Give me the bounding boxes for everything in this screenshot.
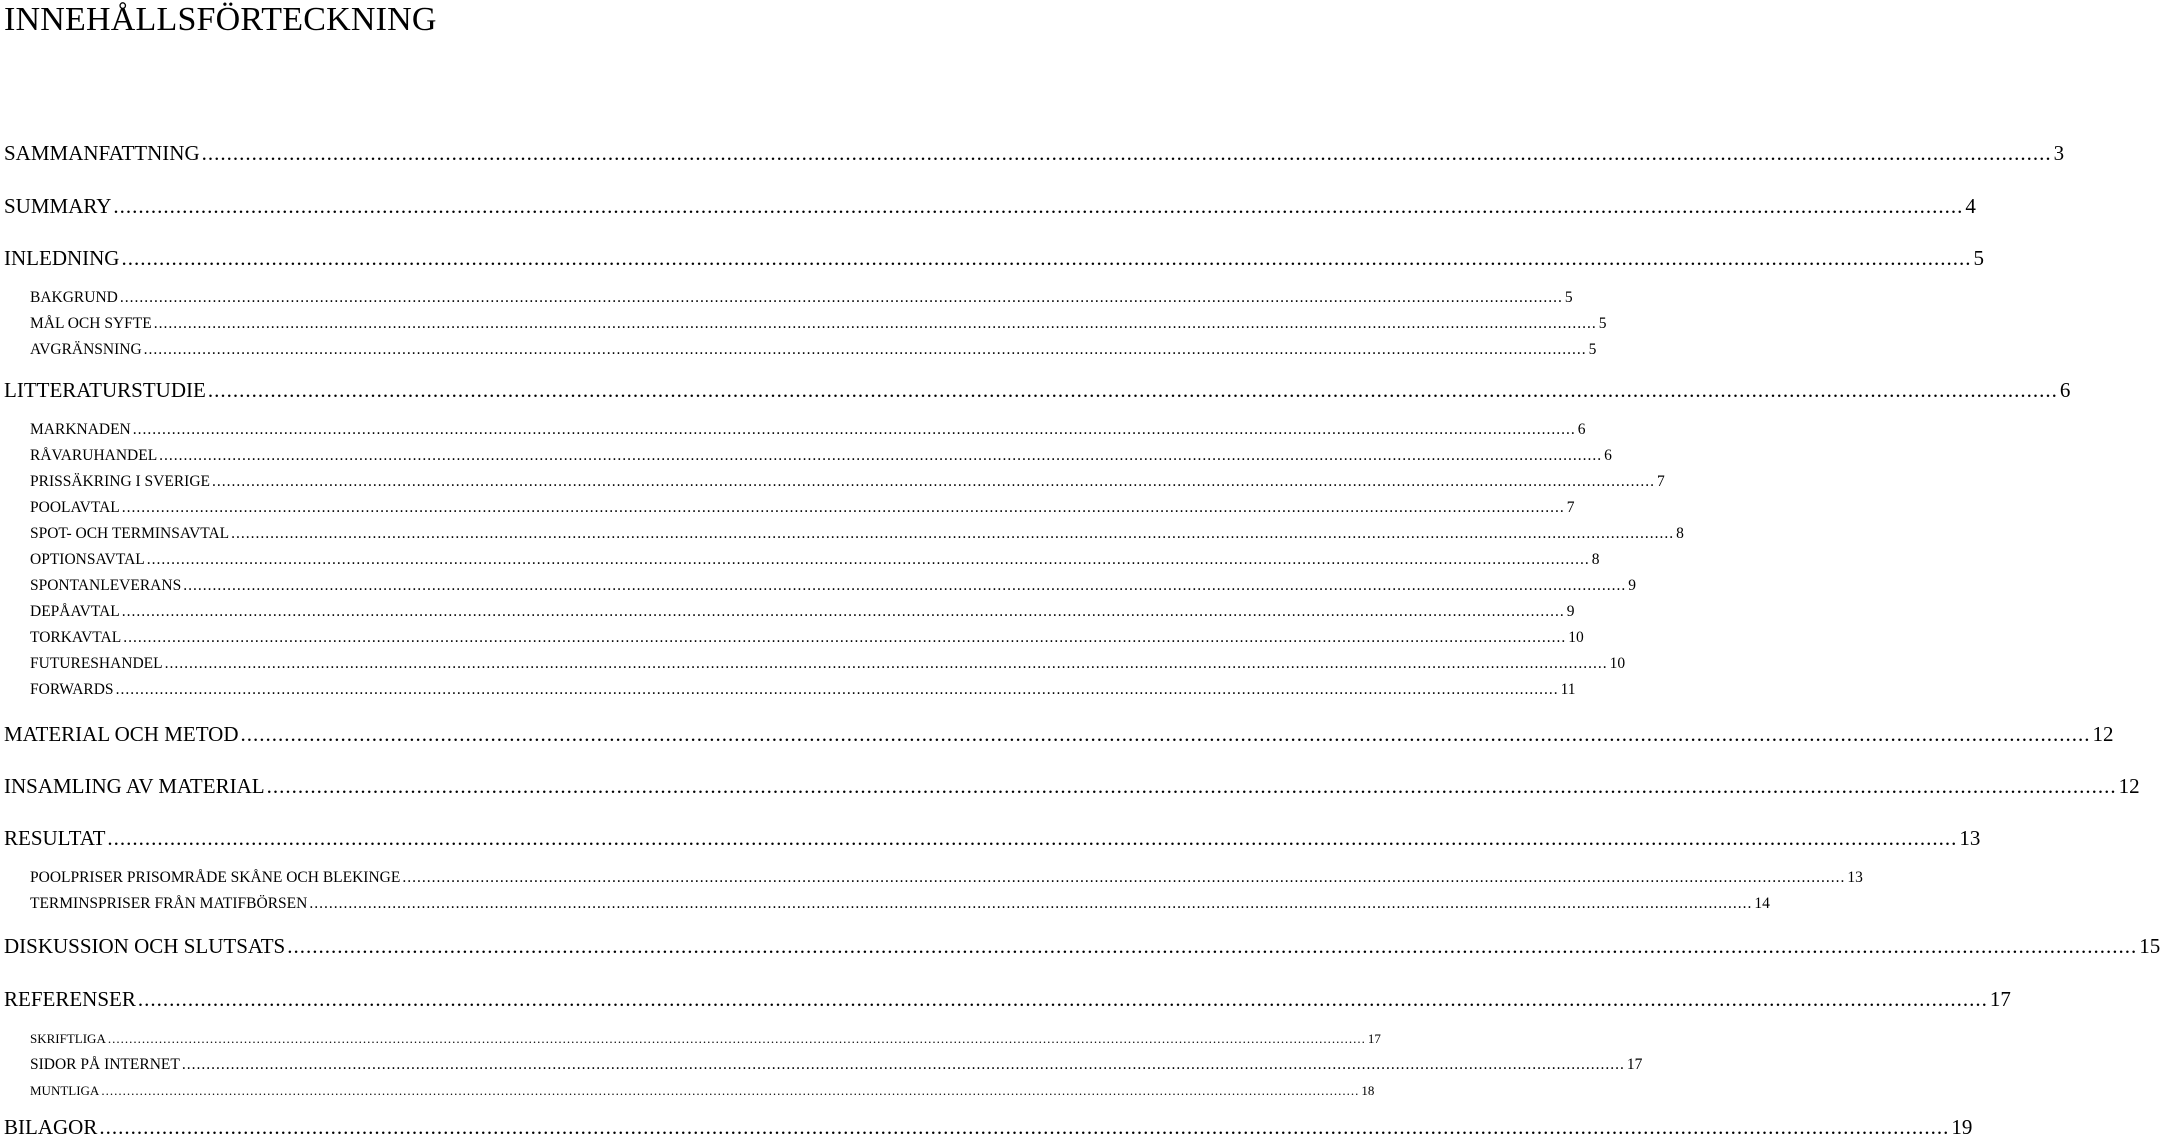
toc-entry-label: DISKUSSION OCH SLUTSATS	[4, 934, 286, 958]
toc-leader	[402, 867, 1845, 889]
toc-leader	[101, 1080, 1359, 1102]
toc-page-number: 15	[2139, 934, 2160, 958]
toc-entry-label: FORWARDS	[30, 681, 114, 698]
toc-entry[interactable]	[4, 244, 1984, 272]
toc-entry[interactable]	[4, 1113, 1973, 1141]
toc-page-number: 13	[1847, 869, 1863, 886]
toc-leader	[99, 1113, 1949, 1141]
toc-entry-label: OPTIONSAVTAL	[30, 551, 145, 568]
toc-entry-label: PRISSÄKRING I SVERIGE	[30, 473, 210, 490]
toc-entry-label: SUMMARY	[4, 194, 112, 218]
toc-entry-label: REFERENSER	[4, 987, 136, 1011]
toc-entry-label: INSAMLING AV MATERIAL	[4, 774, 265, 798]
toc-page-number: 19	[1951, 1115, 1973, 1139]
toc-entry-label: AVGRÄNSNING	[30, 341, 142, 358]
toc-entry-label: MÅL OCH SYFTE	[30, 315, 152, 332]
toc-entry-label: SIDOR PÅ INTERNET	[30, 1056, 180, 1073]
toc-entry[interactable]	[30, 1054, 1643, 1076]
toc-entry-label: FUTURESHANDEL	[30, 655, 163, 672]
toc-entry[interactable]	[30, 445, 1612, 467]
toc-entry[interactable]	[30, 1028, 1381, 1050]
toc-leader	[309, 893, 1752, 915]
toc-page-number: 6	[1577, 421, 1586, 438]
toc-page-number: 13	[1959, 826, 1981, 850]
toc-page-number: 4	[1965, 194, 1976, 218]
page-title: INNEHÅLLSFÖRTECKNING	[4, 1, 437, 38]
toc-entry-label: RESULTAT	[4, 826, 106, 850]
toc-leader	[113, 192, 1963, 220]
toc-leader	[138, 985, 1988, 1013]
toc-entry-label: INLEDNING	[4, 246, 120, 270]
toc-entry[interactable]	[30, 497, 1575, 519]
toc-entry[interactable]	[4, 932, 2160, 960]
toc-leader	[121, 244, 1971, 272]
toc-page-number: 7	[1657, 473, 1665, 490]
toc-entry-label: MATERIAL OCH METOD	[4, 722, 239, 746]
toc-entry[interactable]	[30, 893, 1770, 915]
toc-page-number: 5	[1973, 246, 1984, 270]
toc-entry[interactable]	[30, 549, 1600, 571]
toc-leader	[122, 601, 1565, 623]
toc-entry[interactable]	[30, 339, 1597, 361]
toc-page-number: 5	[1588, 341, 1597, 358]
toc-leader	[183, 575, 1626, 597]
toc-leader	[120, 287, 1563, 309]
toc-leader	[202, 139, 2052, 167]
toc-entry-label: POOLAVTAL	[30, 499, 120, 516]
toc-page-number: 12	[2118, 774, 2140, 798]
toc-page-number: 5	[1564, 289, 1573, 306]
toc-page-number: 6	[2059, 378, 2071, 402]
toc-leader	[144, 339, 1587, 361]
toc-leader	[212, 471, 1655, 493]
toc-leader	[267, 772, 2117, 800]
toc-page-number: 7	[1566, 499, 1575, 516]
toc-leader	[154, 313, 1597, 335]
toc-page-number: 5	[1598, 315, 1607, 332]
toc-leader	[147, 549, 1590, 571]
toc-entry-label: POOLPRISER PRISOMRÅDE SKÅNE OCH BLEKINGE	[30, 869, 401, 886]
toc-entry[interactable]	[4, 772, 2140, 800]
toc-entry[interactable]	[30, 867, 1863, 889]
toc-entry[interactable]	[30, 419, 1586, 441]
toc-leader	[165, 653, 1608, 675]
toc-entry-label: DEPÅAVTAL	[30, 603, 120, 620]
toc-entry-label: MARKNADEN	[30, 421, 131, 438]
toc-page-number: 8	[1591, 551, 1600, 568]
toc-entry-label: RÅVARUHANDEL	[30, 447, 158, 464]
toc-page-number: 17	[1367, 1031, 1381, 1046]
toc-entry[interactable]	[30, 1080, 1375, 1102]
toc-entry[interactable]	[4, 824, 1981, 852]
toc-page-number: 11	[1560, 681, 1576, 698]
toc-entry[interactable]	[4, 192, 1976, 220]
toc-page-number: 9	[1628, 577, 1636, 594]
toc-entry[interactable]	[30, 679, 1576, 701]
toc-leader	[133, 419, 1576, 441]
toc-page-number: 3	[2053, 141, 2065, 165]
toc-entry[interactable]	[30, 471, 1665, 493]
toc-entry[interactable]	[30, 287, 1573, 309]
toc-entry-label: SPOT- OCH TERMINSAVTAL	[30, 525, 230, 542]
toc-leader	[122, 497, 1565, 519]
toc-page-number: 10	[1609, 655, 1626, 672]
toc-entry-label: SAMMANFATTNING	[4, 141, 200, 165]
toc-page-number: 18	[1361, 1083, 1375, 1098]
toc-leader	[231, 523, 1674, 545]
toc-entry-label: BILAGOR	[4, 1115, 98, 1139]
toc-leader	[108, 1028, 1366, 1050]
toc-entry[interactable]	[30, 653, 1626, 675]
toc-page-number: 10	[1568, 629, 1584, 646]
toc-entry[interactable]	[30, 627, 1584, 649]
toc-entry[interactable]	[4, 139, 2065, 167]
toc-page-number: 8	[1676, 525, 1684, 542]
toc-entry-label: SPONTANLEVERANS	[30, 577, 182, 594]
toc-entry[interactable]	[30, 313, 1607, 335]
toc-leader	[116, 679, 1559, 701]
toc-entry-label: LITTERATURSTUDIE	[4, 378, 206, 402]
toc-entry-label: MUNTLIGA	[30, 1083, 100, 1098]
toc-entry-label: TERMINSPRISER FRÅN MATIFBÖRSEN	[30, 895, 308, 912]
toc-leader	[287, 932, 2137, 960]
toc-leader	[159, 445, 1602, 467]
toc-leader	[123, 627, 1566, 649]
toc-page-number: 6	[1604, 447, 1612, 464]
toc-page-number: 14	[1754, 895, 1770, 912]
toc-leader	[241, 720, 2091, 748]
toc-entry[interactable]	[4, 720, 2114, 748]
toc-entry-label: BAKGRUND	[30, 289, 118, 306]
toc-page-number: 12	[2092, 722, 2114, 746]
toc-leader	[208, 376, 2058, 404]
toc-entry-label: TORKAVTAL	[30, 629, 122, 646]
toc-entry[interactable]	[30, 575, 1636, 597]
toc-page-number: 17	[1989, 987, 2011, 1011]
toc-page-number: 9	[1566, 603, 1575, 620]
toc-entry[interactable]	[30, 523, 1684, 545]
toc-entry[interactable]	[4, 376, 2071, 404]
toc-entry[interactable]	[30, 601, 1575, 623]
toc-entry[interactable]	[4, 985, 2011, 1013]
toc-entry-label: SKRIFTLIGA	[30, 1031, 106, 1046]
toc-leader	[182, 1054, 1625, 1076]
toc-leader	[107, 824, 1957, 852]
toc-page-number: 17	[1626, 1056, 1643, 1073]
